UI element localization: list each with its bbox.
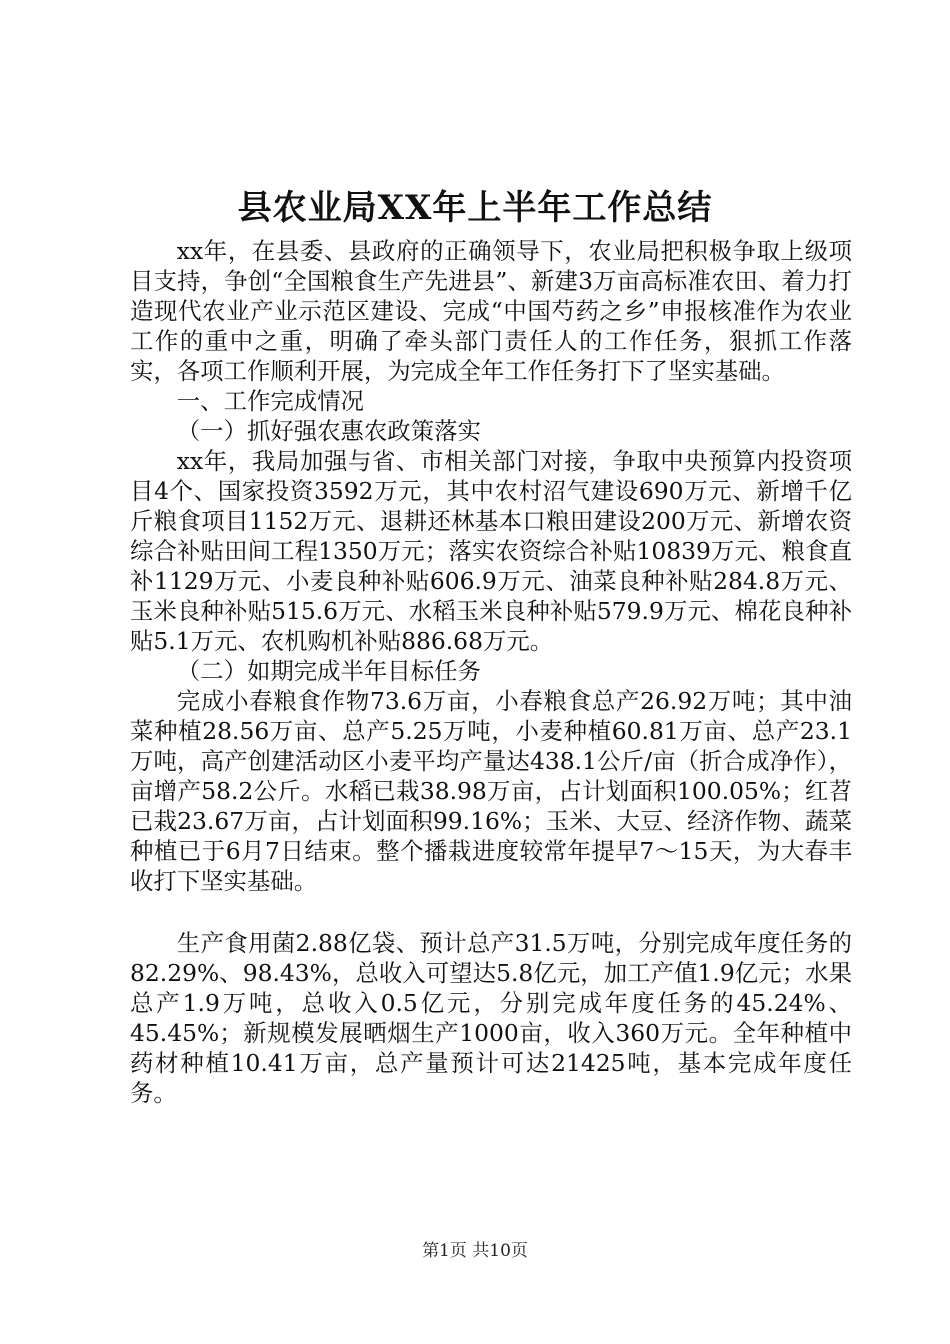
policy-paragraph: xx年，我局加强与省、市相关部门对接，争取中央预算内投资项目4个、国家投资3592万元，其中农村沼气建设690万元、新增千亿斤粮食项目1152万元、退耕还林基本口粮田建设200万元、新增农资综合补贴田间工程1350万元；落实农资综合补贴10839万元、粮食直补1129万元、小麦良种补贴606.9万元、油菜良种补贴284.8万元、玉米良种补贴515.6万元、水稻玉米良种补贴579.9万元、棉花良种补贴5.1万元、农机购机补贴886.68万元。 [130, 447, 852, 655]
document-title: 县农业局XX年上半年工作总结 [237, 188, 713, 228]
production-paragraph: 生产食用菌2.88亿袋、预计总产31.5万吨，分别完成年度任务的82.29%、98.43%，总收入可望达5.8亿元，加工产值1.9亿元；水果总产1.9万吨，总收入0.5亿元，分别完成年度任务的45.24%、45.45%；新规模发展晒烟生产1000亩，收入360万元。全年种植中药材种植10.41万亩，总产量预计可达21425吨，基本完成年度任务。 [130, 929, 852, 1107]
subsection-heading-2: （二）如期完成半年目标任务 [176, 657, 481, 685]
page-footer: 第1页 共10页 [422, 1241, 528, 1261]
section-heading: 一、工作完成情况 [176, 387, 364, 415]
intro-paragraph: xx年，在县委、县政府的正确领导下，农业局把积极争取上级项目支持，争创“全国粮食生产先进县”、新建3万亩高标准农田、着力打造现代农业产业示范区建设、完成“中国芍药之乡”申报核准作为农业工作的重中之重，明确了牵头部门责任人的工作任务，狠抓工作落实，各项工作顺利开展，为完成全年工作任务打下了坚实基础。 [130, 237, 852, 385]
paragraph-gap [130, 896, 852, 928]
document-body [130, 236, 852, 1108]
subsection-heading-1: （一）抓好强农惠农政策落实 [176, 417, 481, 445]
crops-paragraph: 完成小春粮食作物73.6万亩，小春粮食总产26.92万吨；其中油菜种植28.56万亩、总产5.25万吨，小麦种植60.81万亩、总产23.1万吨，高产创建活动区小麦平均产量达438.1公斤/亩（折合成净作），亩增产58.2公斤。水稻已栽38.98万亩，占计划面积100.05%；红苕已栽23.67万亩，占计划面积99.16%；玉米、大豆、经济作物、蔬菜种植已于6月7日结束。整个播栽进度较常年提早7～15天，为大春丰收打下坚实基础。 [130, 687, 852, 895]
